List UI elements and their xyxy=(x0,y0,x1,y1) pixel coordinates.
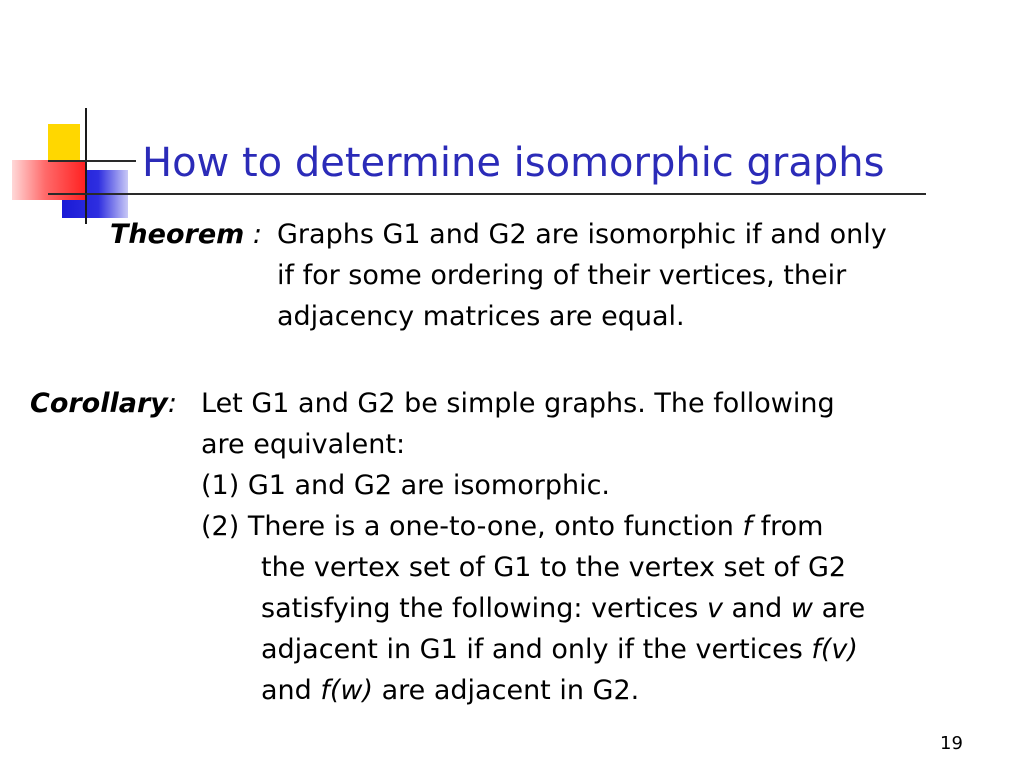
decorative-short-line xyxy=(48,160,136,162)
f-of-v: f(v) xyxy=(811,634,858,665)
slide-title: How to determine isomorphic graphs xyxy=(142,140,885,186)
corollary-line-2: are equivalent: xyxy=(201,429,406,460)
theorem-line-1: Graphs G1 and G2 are isomorphic if and only xyxy=(277,219,887,250)
corollary-line-a: the vertex set of G1 to the vertex set of G2 xyxy=(261,552,847,583)
line-d-post: are adjacent in G2. xyxy=(373,675,640,706)
theorem-label: Theorem xyxy=(110,219,245,250)
theorem-label-block xyxy=(110,214,262,255)
theorem-line-3: adjacency matrices are equal. xyxy=(277,301,685,332)
corollary-line-d xyxy=(201,670,865,711)
f-of-w: f(w) xyxy=(320,675,374,706)
corollary-item-1: (1) G1 and G2 are isomorphic. xyxy=(201,470,611,501)
corollary-separator: : xyxy=(167,388,177,419)
line-b-post: are xyxy=(813,593,866,624)
title-underline xyxy=(48,193,926,195)
line-b-pre: satisfying the following: vertices xyxy=(261,593,707,624)
corollary-line-b xyxy=(201,588,865,629)
theorem-line-2: if for some ordering of their vertices, their xyxy=(277,260,847,291)
corollary-line-1: Let G1 and G2 be simple graphs. The following xyxy=(201,388,835,419)
corollary-line-c xyxy=(201,629,865,670)
corollary-item-2 xyxy=(201,506,865,547)
corollary-label: Corollary xyxy=(30,388,168,419)
item2-text-pre: (2) There is a one-to-one, onto function xyxy=(201,511,743,542)
item2-function-f: f xyxy=(742,511,752,542)
theorem-body xyxy=(277,214,887,337)
line-b-mid: and xyxy=(722,593,791,624)
item2-text-post: from xyxy=(751,511,824,542)
corollary-label-block xyxy=(30,383,177,424)
vertex-v: v xyxy=(706,593,723,624)
line-d-pre: and xyxy=(261,675,321,706)
corollary-body xyxy=(201,383,865,711)
theorem-separator: : xyxy=(244,219,262,250)
vertex-w: w xyxy=(790,593,813,624)
decorative-vertical-line xyxy=(85,108,87,224)
page-number: 19 xyxy=(940,733,963,754)
line-c-pre: adjacent in G1 if and only if the vertices xyxy=(261,634,812,665)
